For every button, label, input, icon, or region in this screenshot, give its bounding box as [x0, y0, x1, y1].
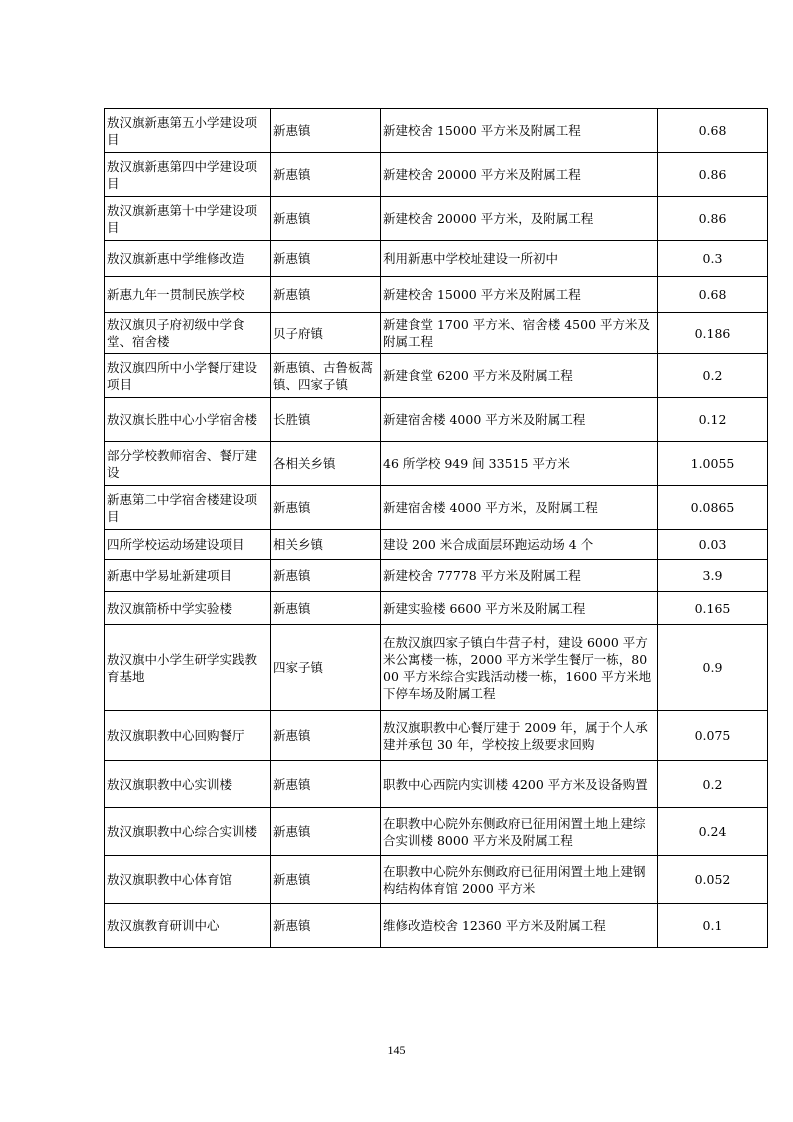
project-table — [104, 108, 768, 948]
town-cell: 新惠镇 — [271, 277, 381, 313]
town-cell: 新惠镇 — [271, 592, 381, 625]
content-cell: 职教中心西院内实训楼 4200 平方米及设备购置 — [381, 761, 658, 808]
content-cell: 新建宿舍楼 4000 平方米及附属工程 — [381, 398, 658, 442]
project-name-cell: 敖汉旗中小学生研学实践教育基地 — [105, 625, 271, 711]
table-row — [105, 277, 768, 313]
content-cell: 新建食堂 1700 平方米、宿舍楼 4500 平方米及附属工程 — [381, 313, 658, 354]
project-name-cell: 敖汉旗职教中心实训楼 — [105, 761, 271, 808]
table-row — [105, 592, 768, 625]
town-cell: 新惠镇 — [271, 197, 381, 241]
project-name-cell: 敖汉旗新惠第四中学建设项目 — [105, 153, 271, 197]
content-cell: 新建校舍 15000 平方米及附属工程 — [381, 109, 658, 153]
content-cell: 新建食堂 6200 平方米及附属工程 — [381, 354, 658, 398]
project-name-cell: 四所学校运动场建设项目 — [105, 530, 271, 560]
town-cell: 新惠镇 — [271, 560, 381, 592]
value-cell: 0.052 — [658, 856, 768, 904]
content-cell: 利用新惠中学校址建设一所初中 — [381, 241, 658, 277]
table-row — [105, 241, 768, 277]
value-cell: 0.0865 — [658, 486, 768, 530]
content-cell: 新建校舍 20000 平方米，及附属工程 — [381, 197, 658, 241]
project-name-cell: 敖汉旗箭桥中学实验楼 — [105, 592, 271, 625]
value-cell: 0.1 — [658, 904, 768, 948]
project-name-cell: 敖汉旗职教中心综合实训楼 — [105, 808, 271, 856]
table-row — [105, 530, 768, 560]
town-cell: 新惠镇 — [271, 486, 381, 530]
project-name-cell: 敖汉旗职教中心体育馆 — [105, 856, 271, 904]
table-row — [105, 856, 768, 904]
table-row — [105, 904, 768, 948]
table-row — [105, 711, 768, 761]
value-cell: 0.86 — [658, 197, 768, 241]
town-cell: 新惠镇 — [271, 761, 381, 808]
content-cell: 维修改造校舍 12360 平方米及附属工程 — [381, 904, 658, 948]
town-cell: 新惠镇 — [271, 109, 381, 153]
project-name-cell: 新惠九年一贯制民族学校 — [105, 277, 271, 313]
town-cell: 新惠镇、古鲁板蒿镇、四家子镇 — [271, 354, 381, 398]
table-row — [105, 486, 768, 530]
content-cell: 敖汉旗职教中心餐厅建于 2009 年，属于个人承建并承包 30 年，学校按上级要求回购 — [381, 711, 658, 761]
content-cell: 新建宿舍楼 4000 平方米，及附属工程 — [381, 486, 658, 530]
content-cell: 新建校舍 20000 平方米及附属工程 — [381, 153, 658, 197]
content-cell: 新建校舍 77778 平方米及附属工程 — [381, 560, 658, 592]
table-row — [105, 761, 768, 808]
content-cell: 建设 200 米合成面层环跑运动场 4 个 — [381, 530, 658, 560]
value-cell: 0.12 — [658, 398, 768, 442]
project-name-cell: 敖汉旗贝子府初级中学食堂、宿舍楼 — [105, 313, 271, 354]
value-cell: 0.24 — [658, 808, 768, 856]
value-cell: 3.9 — [658, 560, 768, 592]
town-cell: 新惠镇 — [271, 808, 381, 856]
town-cell: 新惠镇 — [271, 153, 381, 197]
value-cell: 0.68 — [658, 109, 768, 153]
project-name-cell: 新惠中学易址新建项目 — [105, 560, 271, 592]
value-cell: 0.2 — [658, 761, 768, 808]
content-cell: 新建校舍 15000 平方米及附属工程 — [381, 277, 658, 313]
content-cell: 在职教中心院外东侧政府已征用闲置土地上建钢构结构体育馆 2000 平方米 — [381, 856, 658, 904]
project-name-cell: 敖汉旗新惠第十中学建设项目 — [105, 197, 271, 241]
project-name-cell: 敖汉旗长胜中心小学宿舍楼 — [105, 398, 271, 442]
table-row — [105, 560, 768, 592]
town-cell: 新惠镇 — [271, 904, 381, 948]
value-cell: 0.86 — [658, 153, 768, 197]
content-cell: 在敖汉旗四家子镇白牛营子村，建设 6000 平方米公寓楼一栋，2000 平方米学生餐厅一栋，8000 平方米综合实践活动楼一栋，1600 平方米地下停车场及附属工程 — [381, 625, 658, 711]
value-cell: 0.9 — [658, 625, 768, 711]
town-cell: 长胜镇 — [271, 398, 381, 442]
value-cell: 0.186 — [658, 313, 768, 354]
town-cell: 新惠镇 — [271, 856, 381, 904]
table-row — [105, 197, 768, 241]
project-name-cell: 敖汉旗职教中心回购餐厅 — [105, 711, 271, 761]
content-cell: 在职教中心院外东侧政府已征用闲置土地上建综合实训楼 8000 平方米及附属工程 — [381, 808, 658, 856]
table-row — [105, 625, 768, 711]
project-name-cell: 新惠第二中学宿舍楼建设项目 — [105, 486, 271, 530]
content-cell: 新建实验楼 6600 平方米及附属工程 — [381, 592, 658, 625]
value-cell: 0.165 — [658, 592, 768, 625]
table-row — [105, 398, 768, 442]
table-row — [105, 442, 768, 486]
value-cell: 0.03 — [658, 530, 768, 560]
town-cell: 相关乡镇 — [271, 530, 381, 560]
content-cell: 46 所学校 949 间 33515 平方米 — [381, 442, 658, 486]
value-cell: 0.075 — [658, 711, 768, 761]
town-cell: 各相关乡镇 — [271, 442, 381, 486]
table-row — [105, 354, 768, 398]
town-cell: 四家子镇 — [271, 625, 381, 711]
value-cell: 0.2 — [658, 354, 768, 398]
value-cell: 0.68 — [658, 277, 768, 313]
value-cell: 1.0055 — [658, 442, 768, 486]
table-row — [105, 109, 768, 153]
page-number: 145 — [387, 1043, 406, 1057]
town-cell: 贝子府镇 — [271, 313, 381, 354]
table-row — [105, 808, 768, 856]
value-cell: 0.3 — [658, 241, 768, 277]
table-row — [105, 153, 768, 197]
project-name-cell: 敖汉旗新惠中学维修改造 — [105, 241, 271, 277]
project-name-cell: 部分学校教师宿舍、餐厅建设 — [105, 442, 271, 486]
project-name-cell: 敖汉旗新惠第五小学建设项目 — [105, 109, 271, 153]
town-cell: 新惠镇 — [271, 711, 381, 761]
table-row — [105, 313, 768, 354]
town-cell: 新惠镇 — [271, 241, 381, 277]
project-name-cell: 敖汉旗教育研训中心 — [105, 904, 271, 948]
project-name-cell: 敖汉旗四所中小学餐厅建设项目 — [105, 354, 271, 398]
